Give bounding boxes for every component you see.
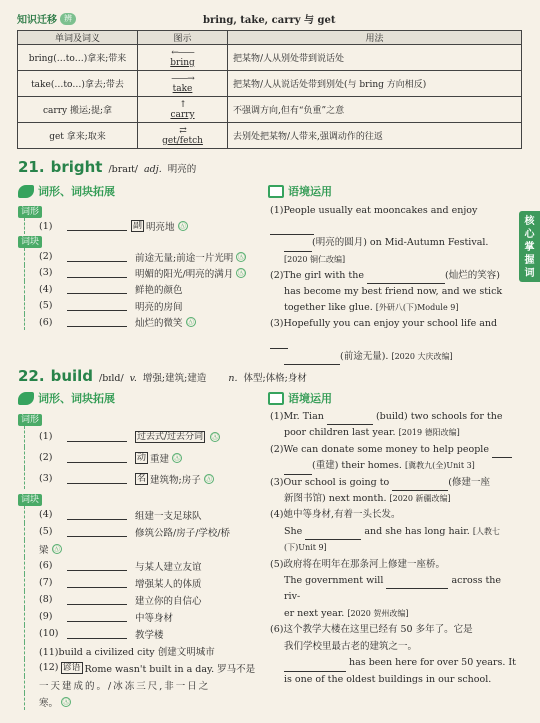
diagram-cell (138, 45, 228, 71)
answer-blank[interactable] (67, 629, 127, 639)
level-a-icon: Ⓐ (62, 697, 70, 706)
diagram-cell (138, 97, 228, 123)
usage-cell: 把某物/人从别处带到说话处 (228, 45, 522, 71)
answer-blank[interactable] (386, 579, 448, 589)
knowledge-transfer-title: 知识迁移 (17, 15, 57, 26)
list-item: (2) 动 重建 Ⓐ (24, 447, 264, 468)
answer-blank[interactable] (67, 268, 127, 278)
answer-blank[interactable] (67, 252, 127, 262)
knowledge-transfer-header (17, 10, 522, 27)
list-item: (4) 组建一支足球队 (24, 506, 264, 523)
diagram-word: bring (170, 57, 195, 68)
context-header: 语境运用 (288, 185, 332, 198)
leaf-icon (18, 185, 34, 198)
entry-phonetic: /bɪld/ (99, 373, 124, 384)
distinguish-tag: 辨 (60, 13, 76, 25)
left-arrow-icon: ←—— (171, 47, 194, 58)
list-item: (3) 明媚的阳光/明亮的满月 Ⓐ (24, 265, 264, 281)
diagram-cell (138, 123, 228, 149)
level-a-icon: Ⓐ (187, 318, 195, 327)
entry-meaning-noun: 体型;体格;身材 (243, 373, 307, 384)
proverb-box: 谚语 (62, 662, 81, 673)
answer-blank[interactable] (367, 274, 445, 284)
list-item: (5) 明亮的房间 (24, 298, 264, 314)
level-a-icon: Ⓐ (211, 432, 219, 441)
usage-cell: 去别处把某物/人带来,强调动作的往返 (228, 123, 522, 149)
answer-blank[interactable] (67, 510, 127, 520)
answer-blank[interactable] (492, 448, 512, 458)
pos-box: 名 (137, 473, 147, 484)
answer-blank[interactable] (67, 453, 127, 463)
entry-pos: adj. (144, 164, 162, 175)
list-item: (5) 修筑公路/房子/学校/桥 (24, 523, 264, 540)
word-cell: take(…to…)拿去;带去 (18, 71, 138, 97)
list-item: (8) 建立你的自信心 (24, 591, 264, 608)
expansion-header: 词形、词块拓展 (38, 392, 115, 405)
exercise-item: (1)People usually eat mooncakes and enjoy (明亮的圆月) on Mid-Autumn Festival. [2020 铜仁改编] (2)The girl with the (灿烂的笑容) has become my best friend now, and we stick together like glue. [外研八(下)Module 9] (3)Hopefully you can enjoy your school life and (前途无量). [2020 大庆改编] (268, 203, 516, 365)
phrase-tag: 词块 (18, 494, 42, 506)
answer-blank[interactable] (67, 527, 127, 537)
pencil-icon (268, 185, 284, 198)
word-form-tag: 词形 (18, 414, 42, 426)
answer-blank[interactable] (270, 225, 314, 235)
level-a-icon: Ⓐ (237, 252, 245, 261)
answer-blank[interactable] (67, 595, 127, 605)
diagram-word: get/fetch (162, 135, 203, 146)
answer-blank[interactable] (67, 284, 127, 294)
list-item-continued: 一天建成的。/冰冻三尺,非一日之 (24, 676, 264, 693)
level-a-icon: Ⓐ (205, 474, 213, 483)
answer-blank[interactable] (67, 317, 127, 327)
answer-blank[interactable] (67, 474, 127, 484)
entry-number: 22. (18, 367, 45, 385)
entry-21-expansion (18, 183, 264, 330)
answer-blank[interactable] (67, 561, 127, 571)
entry-word: build (50, 367, 94, 385)
answer-blank[interactable] (67, 221, 127, 231)
answer-blank[interactable] (284, 662, 346, 672)
entry-pos: v. (129, 373, 137, 384)
exercise-item: (1)Mr. Tian (build) two schools for the poor children last year. [2019 德阳改编] (2)We can donate some money to help people (重建) their homes. [冀教九(全)Unit 3] (3)Our school is going to (修建一座 新图书馆) next month. [2020 新疆改编] (4)她中等身材,有着一头长发。 She and she has long hair. [人教七(下)Unit 9] (5)政府将在明年在那条河上修建一座桥。 The government will across the riv- er next year. [2020 贺州改编] (6)这个教学大楼在这里已经有 50 多年了。它是 我们学校里最古老的建筑之一。 has been here for over 50 years. It is one of the oldest buildings in our school. (270, 411, 516, 685)
entry-phonetic: /braɪt/ (108, 164, 138, 175)
entry-pos-noun: n. (228, 373, 238, 384)
pos-box: 动 (137, 452, 147, 463)
table-row (18, 97, 522, 123)
answer-blank[interactable] (284, 355, 340, 365)
list-item: (7) 增强某人的体质 (24, 574, 264, 591)
answer-blank[interactable] (284, 242, 312, 252)
list-item-continued: 寒。 Ⓐ (24, 693, 264, 710)
word-cell: bring(…to…)拿来;带来 (18, 45, 138, 71)
entry-21-heading (18, 158, 196, 176)
table-header-diagram: 图示 (138, 31, 228, 45)
entry-22-context (268, 390, 516, 688)
entry-number: 21. (18, 158, 45, 176)
list-item: (4) 鲜艳的颜色 (24, 281, 264, 297)
right-arrow-icon: ——→ (171, 73, 194, 84)
diagram-word: take (172, 83, 193, 94)
list-item: (12) 谚语 Rome wasn't built in a day. 罗马不是 (24, 659, 264, 676)
word-cell: carry 搬运;提;拿 (18, 97, 138, 123)
entry-21-context (268, 183, 516, 365)
list-item: (11)build a civilized city 创建文明城市 (24, 642, 264, 659)
core-words-side-tab (519, 211, 540, 282)
pos-box: 副 (133, 221, 143, 232)
list-item: (3) 名 建筑物;房子 Ⓐ (24, 468, 264, 489)
level-a-icon: Ⓐ (173, 453, 181, 462)
answer-blank[interactable] (392, 481, 448, 491)
pos-box: 过去式/过去分词 (137, 431, 204, 442)
table-header-usage: 用法 (228, 31, 522, 45)
context-header: 语境运用 (288, 392, 332, 405)
answer-blank[interactable] (270, 339, 288, 349)
table-row (18, 45, 522, 71)
knowledge-transfer-box (17, 10, 522, 148)
round-trip-arrow-icon: ⇄ (179, 125, 186, 136)
usage-cell: 把某物/人从说话处带到别处(与 bring 方向相反) (228, 71, 522, 97)
word-comparison-table (17, 30, 522, 149)
list-item: (1) 过去式/过去分词 Ⓐ (24, 426, 264, 447)
pencil-icon (268, 392, 284, 405)
list-item-continued: 梁 Ⓐ (24, 540, 264, 557)
list-item: (10) 教学楼 (24, 625, 264, 642)
list-item: (6) 与某人建立友谊 (24, 557, 264, 574)
table-row (18, 123, 522, 149)
leaf-icon (18, 392, 34, 405)
topic-title: bring, take, carry 与 get (203, 15, 336, 26)
level-a-icon: Ⓐ (237, 268, 245, 277)
usage-cell: 不强调方向,但有“负重”之意 (228, 97, 522, 123)
entry-meaning: 明亮的 (167, 164, 197, 175)
entry-word: bright (50, 158, 103, 176)
entry-22-expansion (18, 390, 264, 710)
up-arrow-icon: ↑ (179, 99, 186, 110)
answer-blank[interactable] (284, 465, 312, 475)
side-tab-label: 核心掌握词 (524, 216, 535, 279)
answer-blank[interactable] (67, 432, 127, 442)
level-a-icon: Ⓐ (179, 222, 187, 231)
expansion-header: 词形、词块拓展 (38, 185, 115, 198)
answer-blank[interactable] (67, 612, 127, 622)
table-row (18, 71, 522, 97)
phrase-tag: 词块 (18, 236, 42, 248)
entry-meaning: 增强;建筑;建造 (142, 373, 207, 384)
word-form-tag: 词形 (18, 206, 42, 218)
answer-blank[interactable] (327, 415, 373, 425)
answer-blank[interactable] (305, 530, 361, 540)
list-item: (9) 中等身材 (24, 608, 264, 625)
table-header-word: 单词及词义 (18, 31, 138, 45)
list-item: (6) 灿烂的微笑 Ⓐ (24, 314, 264, 330)
word-cell: get 拿来;取来 (18, 123, 138, 149)
entry-22-heading (18, 367, 307, 385)
answer-blank[interactable] (67, 578, 127, 588)
level-a-icon: Ⓐ (53, 544, 61, 553)
diagram-word: carry (170, 109, 195, 120)
list-item: (1) 副 明亮地 Ⓐ (24, 218, 264, 234)
list-item: (2) 前途无量;前途一片光明 Ⓐ (24, 248, 264, 264)
diagram-cell (138, 71, 228, 97)
answer-blank[interactable] (67, 301, 127, 311)
